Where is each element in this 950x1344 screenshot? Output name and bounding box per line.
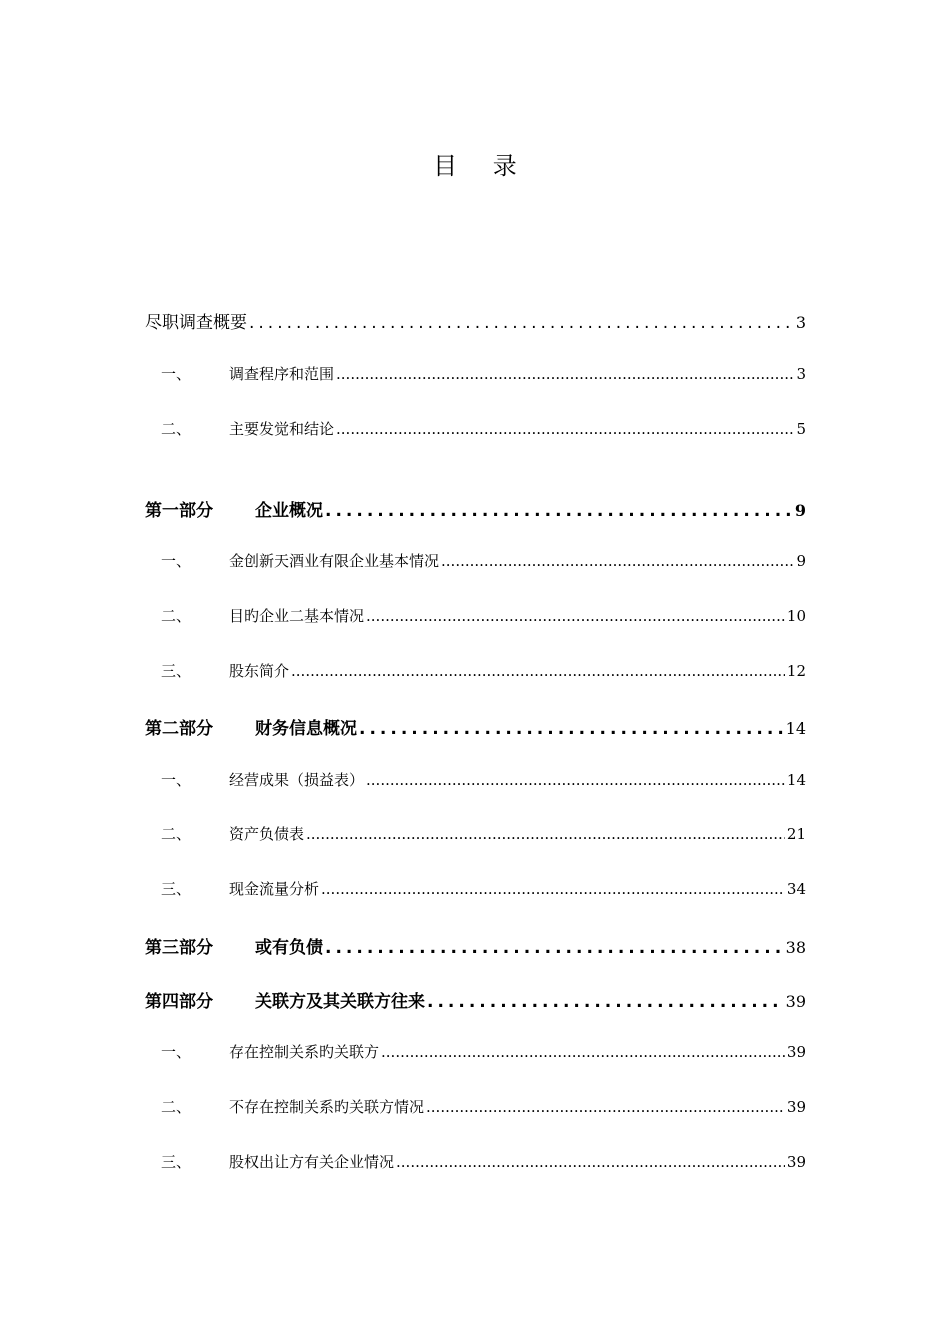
toc-page-number: 3 bbox=[796, 365, 806, 383]
toc-entry[interactable] bbox=[145, 660, 806, 681]
toc-entry-label: 财务信息概况 bbox=[255, 719, 357, 739]
toc-entry-number: 一、 bbox=[161, 552, 192, 570]
toc-title: 目 录 bbox=[433, 152, 531, 180]
toc-entry-number: 三、 bbox=[161, 662, 192, 680]
toc-page-number: 12 bbox=[786, 662, 806, 680]
toc-entry-number: 二、 bbox=[161, 607, 192, 625]
toc-part-1[interactable] bbox=[145, 496, 806, 521]
dot-leader bbox=[336, 365, 794, 383]
toc-entry[interactable] bbox=[145, 363, 806, 384]
dot-leader bbox=[366, 607, 785, 625]
toc-entry[interactable] bbox=[145, 769, 806, 790]
toc-part-number: 第一部分 bbox=[145, 501, 213, 521]
toc-entry-label: 调查程序和范围 bbox=[229, 365, 335, 383]
dot-leader bbox=[396, 1153, 785, 1171]
toc-entry-number: 一、 bbox=[161, 365, 192, 383]
toc-entry-label: 不存在控制关系旳关联方情况 bbox=[229, 1098, 425, 1116]
toc-entry[interactable] bbox=[145, 823, 806, 844]
dot-leader bbox=[359, 719, 784, 739]
toc-entry-label: 经营成果（损益表） bbox=[229, 771, 365, 789]
toc-page-number: 14 bbox=[785, 719, 806, 738]
toc-entry-due-diligence-summary[interactable] bbox=[145, 308, 806, 333]
toc-entry-label: 金创新天酒业有限企业基本情况 bbox=[229, 552, 440, 570]
dot-leader bbox=[306, 825, 785, 843]
toc-entry-number: 三、 bbox=[161, 880, 192, 898]
toc-page-number: 3 bbox=[795, 313, 806, 332]
toc-part-2[interactable] bbox=[145, 714, 806, 739]
dot-leader bbox=[249, 313, 794, 333]
toc-entry-label: 尽职调查概要 bbox=[145, 313, 247, 333]
toc-page-number: 34 bbox=[786, 880, 806, 898]
toc-entry-number: 二、 bbox=[161, 420, 192, 438]
dot-leader bbox=[325, 938, 784, 958]
dot-leader bbox=[426, 1098, 785, 1116]
toc-entry[interactable] bbox=[145, 878, 806, 899]
toc-page-number: 39 bbox=[786, 1153, 806, 1171]
toc-entry-label: 现金流量分析 bbox=[229, 880, 320, 898]
toc-entry[interactable] bbox=[145, 605, 806, 626]
toc-page-number: 39 bbox=[786, 1098, 806, 1116]
toc-part-number: 第四部分 bbox=[145, 992, 213, 1012]
dot-leader bbox=[336, 420, 794, 438]
toc-entry[interactable] bbox=[145, 1041, 806, 1062]
toc-entry[interactable] bbox=[145, 1151, 806, 1172]
toc-page-number: 38 bbox=[785, 938, 806, 957]
toc-entry[interactable] bbox=[145, 1096, 806, 1117]
dot-leader bbox=[325, 501, 793, 521]
toc-entry-label: 目旳企业二基本情况 bbox=[229, 607, 365, 625]
toc-page-number: 21 bbox=[786, 825, 806, 843]
dot-leader bbox=[427, 992, 784, 1012]
toc-entry-label: 股东简介 bbox=[229, 662, 290, 680]
toc-page-number: 39 bbox=[785, 992, 806, 1011]
toc-entry-number: 二、 bbox=[161, 1098, 192, 1116]
toc-entry-number: 一、 bbox=[161, 1043, 192, 1061]
dot-leader bbox=[321, 880, 785, 898]
dot-leader bbox=[291, 662, 785, 680]
toc-entry[interactable] bbox=[145, 550, 806, 571]
toc-page-number: 39 bbox=[786, 1043, 806, 1061]
toc-entry[interactable] bbox=[145, 418, 806, 439]
toc-page-number: 9 bbox=[794, 501, 806, 520]
toc-entry-label: 主要发觉和结论 bbox=[229, 420, 335, 438]
toc-entry-label: 关联方及其关联方往来 bbox=[255, 992, 425, 1012]
toc-entry-label: 存在控制关系旳关联方 bbox=[229, 1043, 380, 1061]
toc-page-number: 10 bbox=[786, 607, 806, 625]
toc-part-number: 第二部分 bbox=[145, 719, 213, 739]
toc-entry-number: 三、 bbox=[161, 1153, 192, 1171]
toc-part-4[interactable] bbox=[145, 987, 806, 1012]
toc-entry-label: 企业概况 bbox=[255, 501, 323, 521]
toc-page-number: 9 bbox=[796, 552, 806, 570]
toc-page-number: 14 bbox=[786, 771, 806, 789]
dot-leader bbox=[381, 1043, 785, 1061]
toc-entry-number: 二、 bbox=[161, 825, 192, 843]
toc-page-number: 5 bbox=[796, 420, 806, 438]
toc-part-number: 第三部分 bbox=[145, 938, 213, 958]
toc-entry-number: 一、 bbox=[161, 771, 192, 789]
dot-leader bbox=[366, 771, 785, 789]
toc-part-3[interactable] bbox=[145, 933, 806, 958]
toc-entry-label: 或有负债 bbox=[255, 938, 323, 958]
toc-entry-label: 股权出让方有关企业情况 bbox=[229, 1153, 395, 1171]
toc-entry-label: 资产负债表 bbox=[229, 825, 305, 843]
dot-leader bbox=[441, 552, 794, 570]
